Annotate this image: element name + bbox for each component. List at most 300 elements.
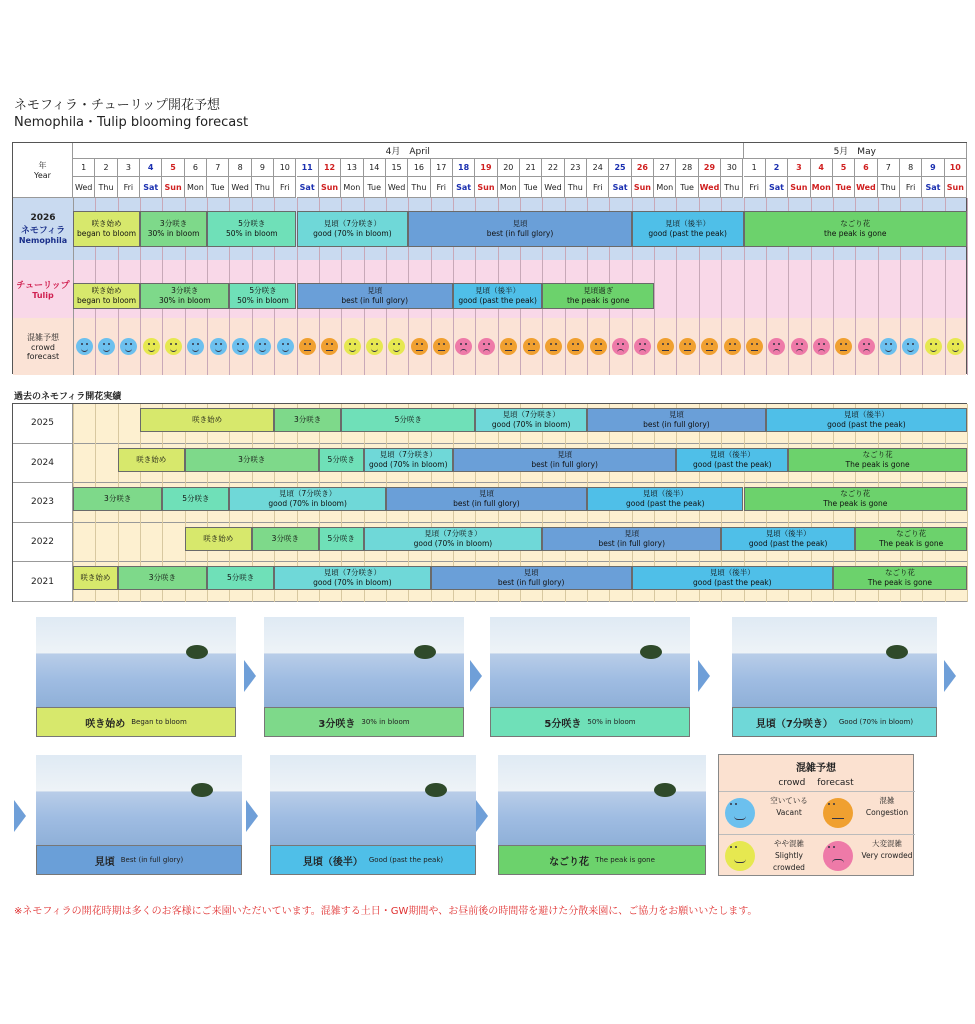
face-mouth	[930, 348, 937, 352]
day-number: 7	[878, 159, 900, 177]
face-mouth	[617, 349, 624, 353]
caption-en: 50% in bloom	[587, 718, 636, 726]
phase-label-ja: 5分咲き	[394, 415, 422, 424]
congestion-face-icon	[523, 338, 540, 355]
phase-label-ja: 3分咲き	[294, 415, 322, 424]
face-mouth	[550, 348, 557, 351]
very-crowded-face-icon	[813, 338, 830, 355]
weekday: Wed	[699, 177, 721, 198]
legend-en: Vacant	[776, 808, 802, 817]
nemo-year: 2026	[30, 213, 56, 223]
day-number: 1	[744, 159, 766, 177]
phase-label-en: best (in full glory)	[643, 420, 710, 429]
slightly-crowded-face-icon	[725, 841, 755, 871]
photo-caption	[490, 707, 690, 737]
year-label-en: Year	[34, 171, 51, 180]
forecast-calendar	[12, 142, 967, 374]
weekday: Sun	[632, 177, 654, 198]
face-mouth	[832, 816, 844, 819]
phase-label-ja: 5分咲き	[238, 219, 266, 228]
nemophila-photo	[270, 755, 476, 845]
congestion-face-icon	[299, 338, 316, 355]
phase-label-ja: 5分咲き	[226, 573, 255, 583]
phase-bar	[542, 527, 721, 551]
phase-label-ja: 見頃（7分咲き）	[502, 410, 560, 419]
nemophila-photo	[490, 617, 690, 707]
day-number: 2	[95, 159, 117, 177]
phase-label-ja: 見頃	[512, 219, 528, 228]
day-number: 20	[498, 159, 520, 177]
phase-bar	[73, 487, 162, 511]
phase-label-en: good (70% in bloom)	[313, 578, 392, 588]
legend-en: Congestion	[865, 808, 909, 817]
phase-bar	[475, 408, 587, 432]
face-mouth	[505, 348, 512, 351]
face-mouth	[662, 348, 669, 351]
day-number: 2	[766, 159, 788, 177]
grid-line	[118, 523, 119, 563]
weekday: Tue	[207, 177, 229, 198]
nemo-label	[13, 198, 74, 260]
phase-label-ja: なごり花	[884, 568, 915, 578]
photo-caption	[264, 707, 464, 737]
day-number: 13	[341, 159, 363, 177]
slightly-crowded-face-icon	[925, 338, 942, 355]
grid-line	[967, 404, 968, 444]
phase-bar	[408, 211, 632, 247]
phase-label-en: best (in full glory)	[453, 499, 520, 509]
weekday: Wed	[386, 177, 408, 198]
phase-label-en: best (in full glory)	[486, 229, 554, 238]
phase-bar	[73, 566, 118, 590]
tree-icon	[425, 783, 447, 797]
face-mouth	[885, 348, 892, 352]
congestion-face-icon	[433, 338, 450, 355]
phase-label-ja: 見頃（後半）	[843, 410, 889, 419]
phase-label-ja: 5分咲き	[182, 494, 210, 504]
tulip-name-en: Tulip	[32, 291, 54, 300]
weekday: Fri	[118, 177, 140, 198]
phase-label-ja: 見頃（後半）	[642, 489, 688, 499]
phase-bar	[140, 283, 229, 309]
crowd-label	[13, 318, 74, 375]
day-number: 7	[207, 159, 229, 177]
weekday: Sun	[162, 177, 184, 198]
phase-label-en: good (past the peak)	[827, 420, 906, 429]
tree-icon	[191, 783, 213, 797]
phase-label-ja: 見頃（7分咲き）	[379, 449, 437, 459]
phase-label-ja: 見頃（後半）	[709, 449, 755, 459]
congestion-face-icon	[411, 338, 428, 355]
day-number: 5	[162, 159, 184, 177]
phase-bar	[274, 566, 430, 590]
face-mouth	[326, 348, 333, 351]
phase-bar	[766, 408, 967, 432]
phase-label-ja: 5分咲き	[327, 533, 355, 543]
caption-ja: 咲き始め	[85, 718, 126, 730]
phase-bar	[185, 527, 252, 551]
phase-label-ja: 咲き始め	[91, 286, 122, 295]
legend-text	[861, 795, 913, 819]
face-mouth	[734, 859, 746, 863]
phase-label-en: The peak is gone	[879, 538, 944, 548]
phase-label-en: the peak is gone	[824, 229, 887, 238]
weekday: Thu	[565, 177, 587, 198]
weekday: Sat	[297, 177, 319, 198]
weekday: Sat	[140, 177, 162, 198]
next-arrow-icon	[476, 800, 488, 832]
year-label-ja: 年	[38, 161, 47, 170]
phase-label-en: The peak is gone	[867, 578, 932, 588]
phase-label-en: good (70% in bloom)	[368, 459, 448, 469]
vacant-face-icon	[210, 338, 227, 355]
face-mouth	[393, 348, 400, 352]
face-mouth	[684, 348, 691, 351]
phase-label-ja: 見頃	[523, 568, 539, 578]
face-mouth	[528, 348, 535, 351]
legend-title: 混雑予想	[796, 763, 836, 774]
phase-label-ja: 咲き始め	[80, 573, 111, 583]
day-number: 22	[542, 159, 564, 177]
face-mouth	[706, 348, 713, 351]
weekday: Fri	[900, 177, 922, 198]
grid-line	[118, 404, 119, 444]
phase-label-ja: なごり花	[896, 528, 927, 538]
weekday: Sun	[319, 177, 341, 198]
weekday: Sat	[453, 177, 475, 198]
day-number: 4	[140, 159, 162, 177]
face-mouth	[148, 348, 155, 352]
caption-en: 30% in bloom	[361, 718, 410, 726]
year-cell: 2025	[13, 404, 73, 444]
slightly-crowded-face-icon	[165, 338, 182, 355]
phase-label-ja: 見頃（7分咲き）	[424, 528, 482, 538]
day-number: 29	[699, 159, 721, 177]
legend-item	[719, 834, 817, 877]
vacant-face-icon	[98, 338, 115, 355]
tree-icon	[186, 645, 208, 659]
phase-label-en: good (past the peak)	[693, 578, 772, 588]
phase-label-ja: 3分咲き	[104, 494, 132, 504]
day-number: 11	[297, 159, 319, 177]
next-arrow-icon	[14, 800, 26, 832]
face-mouth	[796, 349, 803, 353]
phase-label-en: good (past the peak)	[458, 296, 537, 305]
vacant-face-icon	[277, 338, 294, 355]
phase-bar	[632, 566, 833, 590]
day-number: 28	[676, 159, 698, 177]
legend-ja: やや混雑	[774, 839, 804, 848]
year-cell: 2021	[13, 562, 73, 602]
legend-ja: 空いている	[770, 796, 808, 805]
face-mouth	[863, 349, 870, 353]
weekday: Tue	[676, 177, 698, 198]
footnote: ※ネモフィラの開花時期は多くのお客様にご来園いただいています。混雑する土日・GW期間や、お昼前後の時間帯を避けた分散来園に、ご協力をお願いいたします。	[14, 906, 758, 917]
nemophila-photo	[732, 617, 937, 707]
phase-label-ja: 見頃	[668, 410, 684, 419]
phase-bar	[587, 408, 766, 432]
legend-en: Very crowded	[861, 851, 913, 860]
legend-item	[817, 791, 915, 834]
phase-bar	[73, 283, 140, 309]
next-arrow-icon	[246, 800, 258, 832]
grid-line	[967, 562, 968, 602]
phase-label-ja: 見頃	[557, 449, 573, 459]
vacant-face-icon	[76, 338, 93, 355]
phase-bar	[229, 283, 296, 309]
phase-bar	[744, 487, 968, 511]
phase-bar	[73, 211, 140, 247]
caption-ja: 5分咲き	[544, 718, 582, 730]
phase-bar	[207, 211, 296, 247]
weekday: Thu	[95, 177, 117, 198]
phase-bar	[364, 448, 453, 472]
phase-label-ja: 3分咲き	[271, 533, 299, 543]
face-mouth	[639, 349, 646, 353]
legend-text	[763, 838, 815, 874]
very-crowded-face-icon	[823, 841, 853, 871]
phase-bar	[833, 566, 967, 590]
phase-bar	[364, 527, 543, 551]
tree-icon	[654, 783, 676, 797]
face-mouth	[103, 348, 110, 352]
phase-label-ja: 見頃（後半）	[765, 528, 811, 538]
phase-bar	[453, 448, 677, 472]
weekday: Tue	[833, 177, 855, 198]
day-number: 5	[833, 159, 855, 177]
nemophila-photo	[36, 617, 236, 707]
phase-label-en: began to bloom	[76, 296, 137, 305]
nemo-name-en: Nemophila	[18, 236, 68, 245]
weekday: Fri	[587, 177, 609, 198]
phase-label-en: 30% in bloom	[147, 229, 200, 238]
face-mouth	[734, 816, 746, 820]
phase-bar	[319, 527, 364, 551]
face-mouth	[304, 348, 311, 351]
day-number: 8	[900, 159, 922, 177]
face-mouth	[751, 348, 758, 351]
phase-label-ja: 見頃（後半）	[475, 286, 521, 295]
day-number: 17	[431, 159, 453, 177]
congestion-face-icon	[500, 338, 517, 355]
weekday: Fri	[744, 177, 766, 198]
phase-label-en: good (past the peak)	[693, 459, 772, 469]
phase-label-ja: 見頃	[624, 528, 640, 538]
caption-en: Began to bloom	[131, 718, 187, 726]
legend-ja: 混雑	[879, 796, 895, 805]
phase-bar	[274, 408, 341, 432]
year-header-cell	[13, 143, 73, 198]
face-mouth	[192, 348, 199, 352]
face-mouth	[215, 348, 222, 352]
phase-bar	[855, 527, 967, 551]
phase-label-ja: 3分咲き	[238, 454, 266, 464]
caption-en: Best (in full glory)	[120, 856, 184, 864]
phase-label-en: good (70% in bloom)	[268, 499, 347, 509]
face-mouth	[952, 348, 959, 352]
phase-label-en: best (in full glory)	[497, 578, 565, 588]
phase-bar	[676, 448, 788, 472]
weekday: Thu	[721, 177, 743, 198]
face-mouth	[572, 348, 579, 351]
year-cell: 2023	[13, 483, 73, 523]
phase-label-ja: なごり花	[840, 489, 871, 499]
day-number: 9	[922, 159, 944, 177]
congestion-face-icon	[679, 338, 696, 355]
phase-label-ja: 見頃（後半）	[709, 568, 755, 578]
caption-ja: 見頃（後半）	[302, 856, 363, 868]
phase-bar	[140, 408, 274, 432]
phase-label-en: good (past the peak)	[748, 538, 828, 548]
next-arrow-icon	[944, 660, 956, 692]
face-mouth	[907, 348, 914, 352]
page-title-en: Nemophila・Tulip blooming forecast	[14, 115, 249, 130]
congestion-face-icon	[545, 338, 562, 355]
slightly-crowded-face-icon	[366, 338, 383, 355]
face-mouth	[595, 348, 602, 351]
grid-line	[95, 404, 96, 444]
photo-caption	[36, 707, 236, 737]
weekday: Thu	[878, 177, 900, 198]
legend-ja: 大変混雑	[872, 839, 902, 848]
caption-en: The peak is gone	[595, 856, 655, 864]
face-mouth	[282, 348, 289, 352]
crowd-legend	[718, 754, 914, 876]
weekday: Sat	[609, 177, 631, 198]
weekday: Wed	[229, 177, 251, 198]
photo-caption	[270, 845, 476, 875]
day-number: 24	[587, 159, 609, 177]
nemophila-photo	[498, 755, 706, 845]
weekday: Tue	[520, 177, 542, 198]
past-results-table	[12, 403, 967, 602]
face-mouth	[832, 859, 844, 863]
phase-bar	[744, 211, 968, 247]
tree-icon	[640, 645, 662, 659]
face-mouth	[170, 348, 177, 352]
phase-label-ja: 見頃	[478, 489, 494, 499]
legend-item	[817, 834, 915, 877]
month-april: 4月 April	[73, 143, 744, 159]
crowd-label-1: 混雑予想	[27, 333, 59, 342]
phase-label-en: best (in full glory)	[341, 296, 409, 305]
nemophila-photo	[264, 617, 464, 707]
weekday: Tue	[364, 177, 386, 198]
vacant-face-icon	[725, 798, 755, 828]
phase-bar	[118, 566, 207, 590]
nemo-name-ja: ネモフィラ	[20, 226, 66, 236]
phase-bar	[587, 487, 743, 511]
face-mouth	[818, 349, 825, 353]
photo-caption	[36, 845, 242, 875]
legend-en: Slightly crowded	[773, 851, 805, 872]
weekday: Sun	[788, 177, 810, 198]
face-mouth	[840, 348, 847, 351]
phase-bar	[386, 487, 587, 511]
congestion-face-icon	[590, 338, 607, 355]
phase-label-en: The peak is gone	[845, 459, 910, 469]
congestion-face-icon	[823, 798, 853, 828]
nemophila-photo	[36, 755, 242, 845]
day-number: 10	[945, 159, 967, 177]
tree-icon	[886, 645, 908, 659]
phase-label-ja: 咲き始め	[203, 533, 234, 543]
congestion-face-icon	[657, 338, 674, 355]
phase-bar	[542, 283, 654, 309]
phase-bar	[297, 283, 453, 309]
weekday: Sat	[766, 177, 788, 198]
phase-label-ja: なごり花	[840, 219, 871, 228]
weekday: Wed	[855, 177, 877, 198]
weekday: Sun	[475, 177, 497, 198]
phase-label-ja: 見頃	[367, 286, 383, 295]
phase-label-ja: 咲き始め	[192, 415, 223, 424]
day-number: 12	[319, 159, 341, 177]
day-number: 26	[632, 159, 654, 177]
page-title-ja: ネモフィラ・チューリップ開花予想	[14, 98, 221, 113]
phase-label-ja: 5分咲き	[327, 454, 355, 464]
grid-line	[967, 444, 968, 484]
face-mouth	[416, 348, 423, 351]
phase-bar	[252, 527, 319, 551]
phase-bar	[185, 448, 319, 472]
day-number: 6	[185, 159, 207, 177]
grid-line	[73, 523, 74, 563]
day-number: 21	[520, 159, 542, 177]
grid-line	[140, 523, 141, 563]
day-number: 25	[609, 159, 631, 177]
weekday: Mon	[811, 177, 833, 198]
face-mouth	[460, 349, 467, 353]
weekday: Sun	[945, 177, 967, 198]
phase-label-en: 50% in bloom	[225, 229, 278, 238]
day-number: 3	[118, 159, 140, 177]
face-mouth	[773, 349, 780, 353]
weekday: Mon	[185, 177, 207, 198]
phase-label-ja: 咲き始め	[136, 454, 167, 464]
crowd-label-2: crowd	[30, 343, 56, 352]
phase-label-en: The peak is gone	[823, 499, 888, 509]
day-number: 30	[721, 159, 743, 177]
day-number: 10	[274, 159, 296, 177]
year-cell: 2024	[13, 444, 73, 484]
phase-bar	[297, 211, 409, 247]
phase-label-en: 30% in bloom	[158, 296, 211, 305]
phase-label-ja: なごり花	[862, 449, 893, 459]
grid-line	[73, 404, 74, 444]
day-number: 8	[229, 159, 251, 177]
phase-bar	[229, 487, 385, 511]
grid-line	[95, 523, 96, 563]
next-arrow-icon	[244, 660, 256, 692]
grid-line	[967, 523, 968, 563]
face-mouth	[237, 348, 244, 352]
vacant-face-icon	[880, 338, 897, 355]
day-number: 19	[475, 159, 497, 177]
phase-label-en: began to bloom	[76, 229, 137, 238]
phase-label-en: good (70% in bloom)	[491, 420, 571, 429]
phase-label-ja: 見頃（7分咲き）	[323, 568, 381, 578]
next-arrow-icon	[470, 660, 482, 692]
tulip-label	[13, 260, 74, 318]
phase-label-en: good (past the peak)	[648, 229, 727, 238]
face-mouth	[438, 348, 445, 351]
grid-line	[73, 444, 74, 484]
weekday: Fri	[431, 177, 453, 198]
tree-icon	[414, 645, 436, 659]
phase-bar	[341, 408, 475, 432]
phase-bar	[453, 283, 542, 309]
